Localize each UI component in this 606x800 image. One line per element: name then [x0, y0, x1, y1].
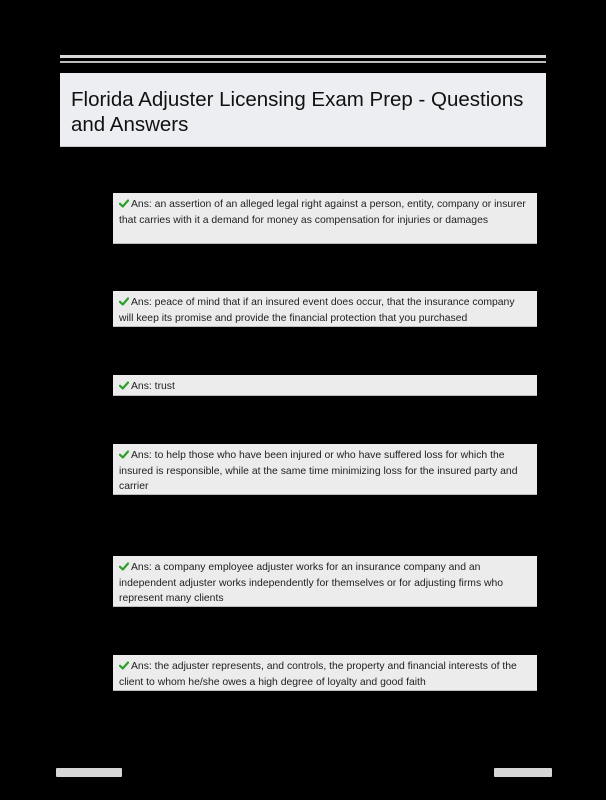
answer-text: Ans: a company employee adjuster works for an insurance company and an independent adjuster works independently for themselves or for adjusting firms who represent many clients — [119, 562, 504, 604]
check-icon — [119, 562, 129, 571]
top-rule-thin — [60, 61, 546, 63]
check-icon — [119, 199, 129, 208]
check-icon — [119, 450, 129, 459]
top-rule — [60, 55, 546, 58]
answer-text: Ans: trust — [131, 381, 175, 392]
check-icon — [119, 661, 129, 670]
answer-text: Ans: the adjuster represents, and controls, the property and financial interests of the client to whom he/she owes a high degree of loyalty and good faith — [119, 661, 517, 688]
answer-block-5 — [113, 556, 537, 607]
answer-block-6 — [113, 655, 537, 691]
check-icon — [119, 297, 129, 306]
footer-blurred-text-left — [56, 768, 122, 777]
answer-block-1 — [113, 193, 537, 244]
answer-block-3 — [113, 375, 537, 396]
answer-block-2 — [113, 291, 537, 327]
page-title: Florida Adjuster Licensing Exam Prep - Questions and Answers — [71, 88, 524, 136]
title-panel — [60, 73, 546, 147]
answer-text: Ans: an assertion of an alleged legal right against a person, entity, company or insurer that carries with it a demand for money as compensation for injuries or damages — [119, 199, 526, 226]
answer-text: Ans: to help those who have been injured or who have suffered loss for which the insured is responsible, while at the same time minimizing loss for the insured party and carrier — [119, 450, 518, 492]
footer-blurred-page-number — [494, 768, 552, 777]
answer-block-4 — [113, 444, 537, 495]
answer-text: Ans: peace of mind that if an insured event does occur, that the insurance company will keep its promise and provide the financial protection that you purchased — [119, 297, 515, 324]
check-icon — [119, 381, 129, 390]
